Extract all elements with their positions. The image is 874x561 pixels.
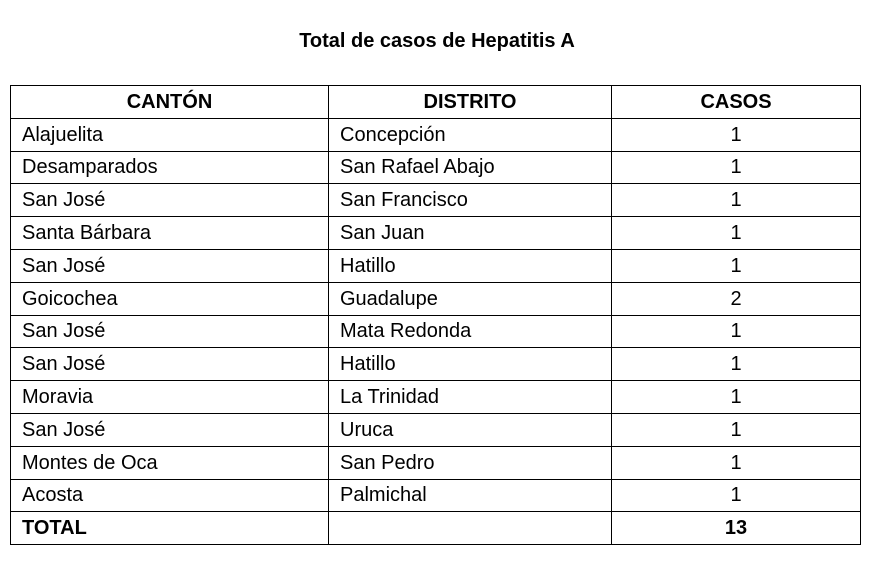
distrito-cell: Hatillo: [329, 348, 612, 381]
canton-cell: San José: [11, 315, 329, 348]
total-label: TOTAL: [11, 512, 329, 545]
column-header-canton: CANTÓN: [11, 86, 329, 119]
casos-cell: 1: [612, 249, 861, 282]
distrito-cell: San Rafael Abajo: [329, 151, 612, 184]
page-title: Total de casos de Hepatitis A: [299, 30, 575, 52]
table-row: [11, 348, 861, 381]
distrito-cell: San Juan: [329, 217, 612, 250]
cases-table: [10, 85, 861, 545]
canton-cell: Alajuelita: [11, 118, 329, 151]
distrito-cell: Uruca: [329, 413, 612, 446]
casos-cell: 1: [612, 413, 861, 446]
casos-cell: 1: [612, 184, 861, 217]
canton-cell: San José: [11, 413, 329, 446]
distrito-cell: Guadalupe: [329, 282, 612, 315]
table-row: [11, 184, 861, 217]
distrito-cell: Concepción: [329, 118, 612, 151]
distrito-cell: Mata Redonda: [329, 315, 612, 348]
total-value: 13: [612, 512, 861, 545]
casos-cell: 1: [612, 381, 861, 414]
table-row: [11, 381, 861, 414]
table-row: [11, 118, 861, 151]
table-row: [11, 413, 861, 446]
casos-cell: 1: [612, 118, 861, 151]
table-row: [11, 151, 861, 184]
casos-cell: 1: [612, 446, 861, 479]
table-row: [11, 217, 861, 250]
table-header-row: [11, 86, 861, 119]
distrito-cell: San Francisco: [329, 184, 612, 217]
canton-cell: San José: [11, 184, 329, 217]
canton-cell: San José: [11, 249, 329, 282]
casos-cell: 1: [612, 348, 861, 381]
canton-cell: San José: [11, 348, 329, 381]
column-header-distrito: DISTRITO: [329, 86, 612, 119]
casos-cell: 2: [612, 282, 861, 315]
table-row: [11, 479, 861, 512]
casos-cell: 1: [612, 315, 861, 348]
distrito-cell: Palmichal: [329, 479, 612, 512]
table-row: [11, 249, 861, 282]
table-row: [11, 446, 861, 479]
column-header-casos: CASOS: [612, 86, 861, 119]
canton-cell: Moravia: [11, 381, 329, 414]
canton-cell: Goicochea: [11, 282, 329, 315]
canton-cell: Santa Bárbara: [11, 217, 329, 250]
canton-cell: Desamparados: [11, 151, 329, 184]
canton-cell: Montes de Oca: [11, 446, 329, 479]
table-row: [11, 282, 861, 315]
casos-cell: 1: [612, 151, 861, 184]
canton-cell: Acosta: [11, 479, 329, 512]
casos-cell: 1: [612, 479, 861, 512]
table-row: [11, 315, 861, 348]
distrito-cell: San Pedro: [329, 446, 612, 479]
distrito-cell: La Trinidad: [329, 381, 612, 414]
total-district-cell: [329, 512, 612, 545]
total-row: [11, 512, 861, 545]
distrito-cell: Hatillo: [329, 249, 612, 282]
casos-cell: 1: [612, 217, 861, 250]
